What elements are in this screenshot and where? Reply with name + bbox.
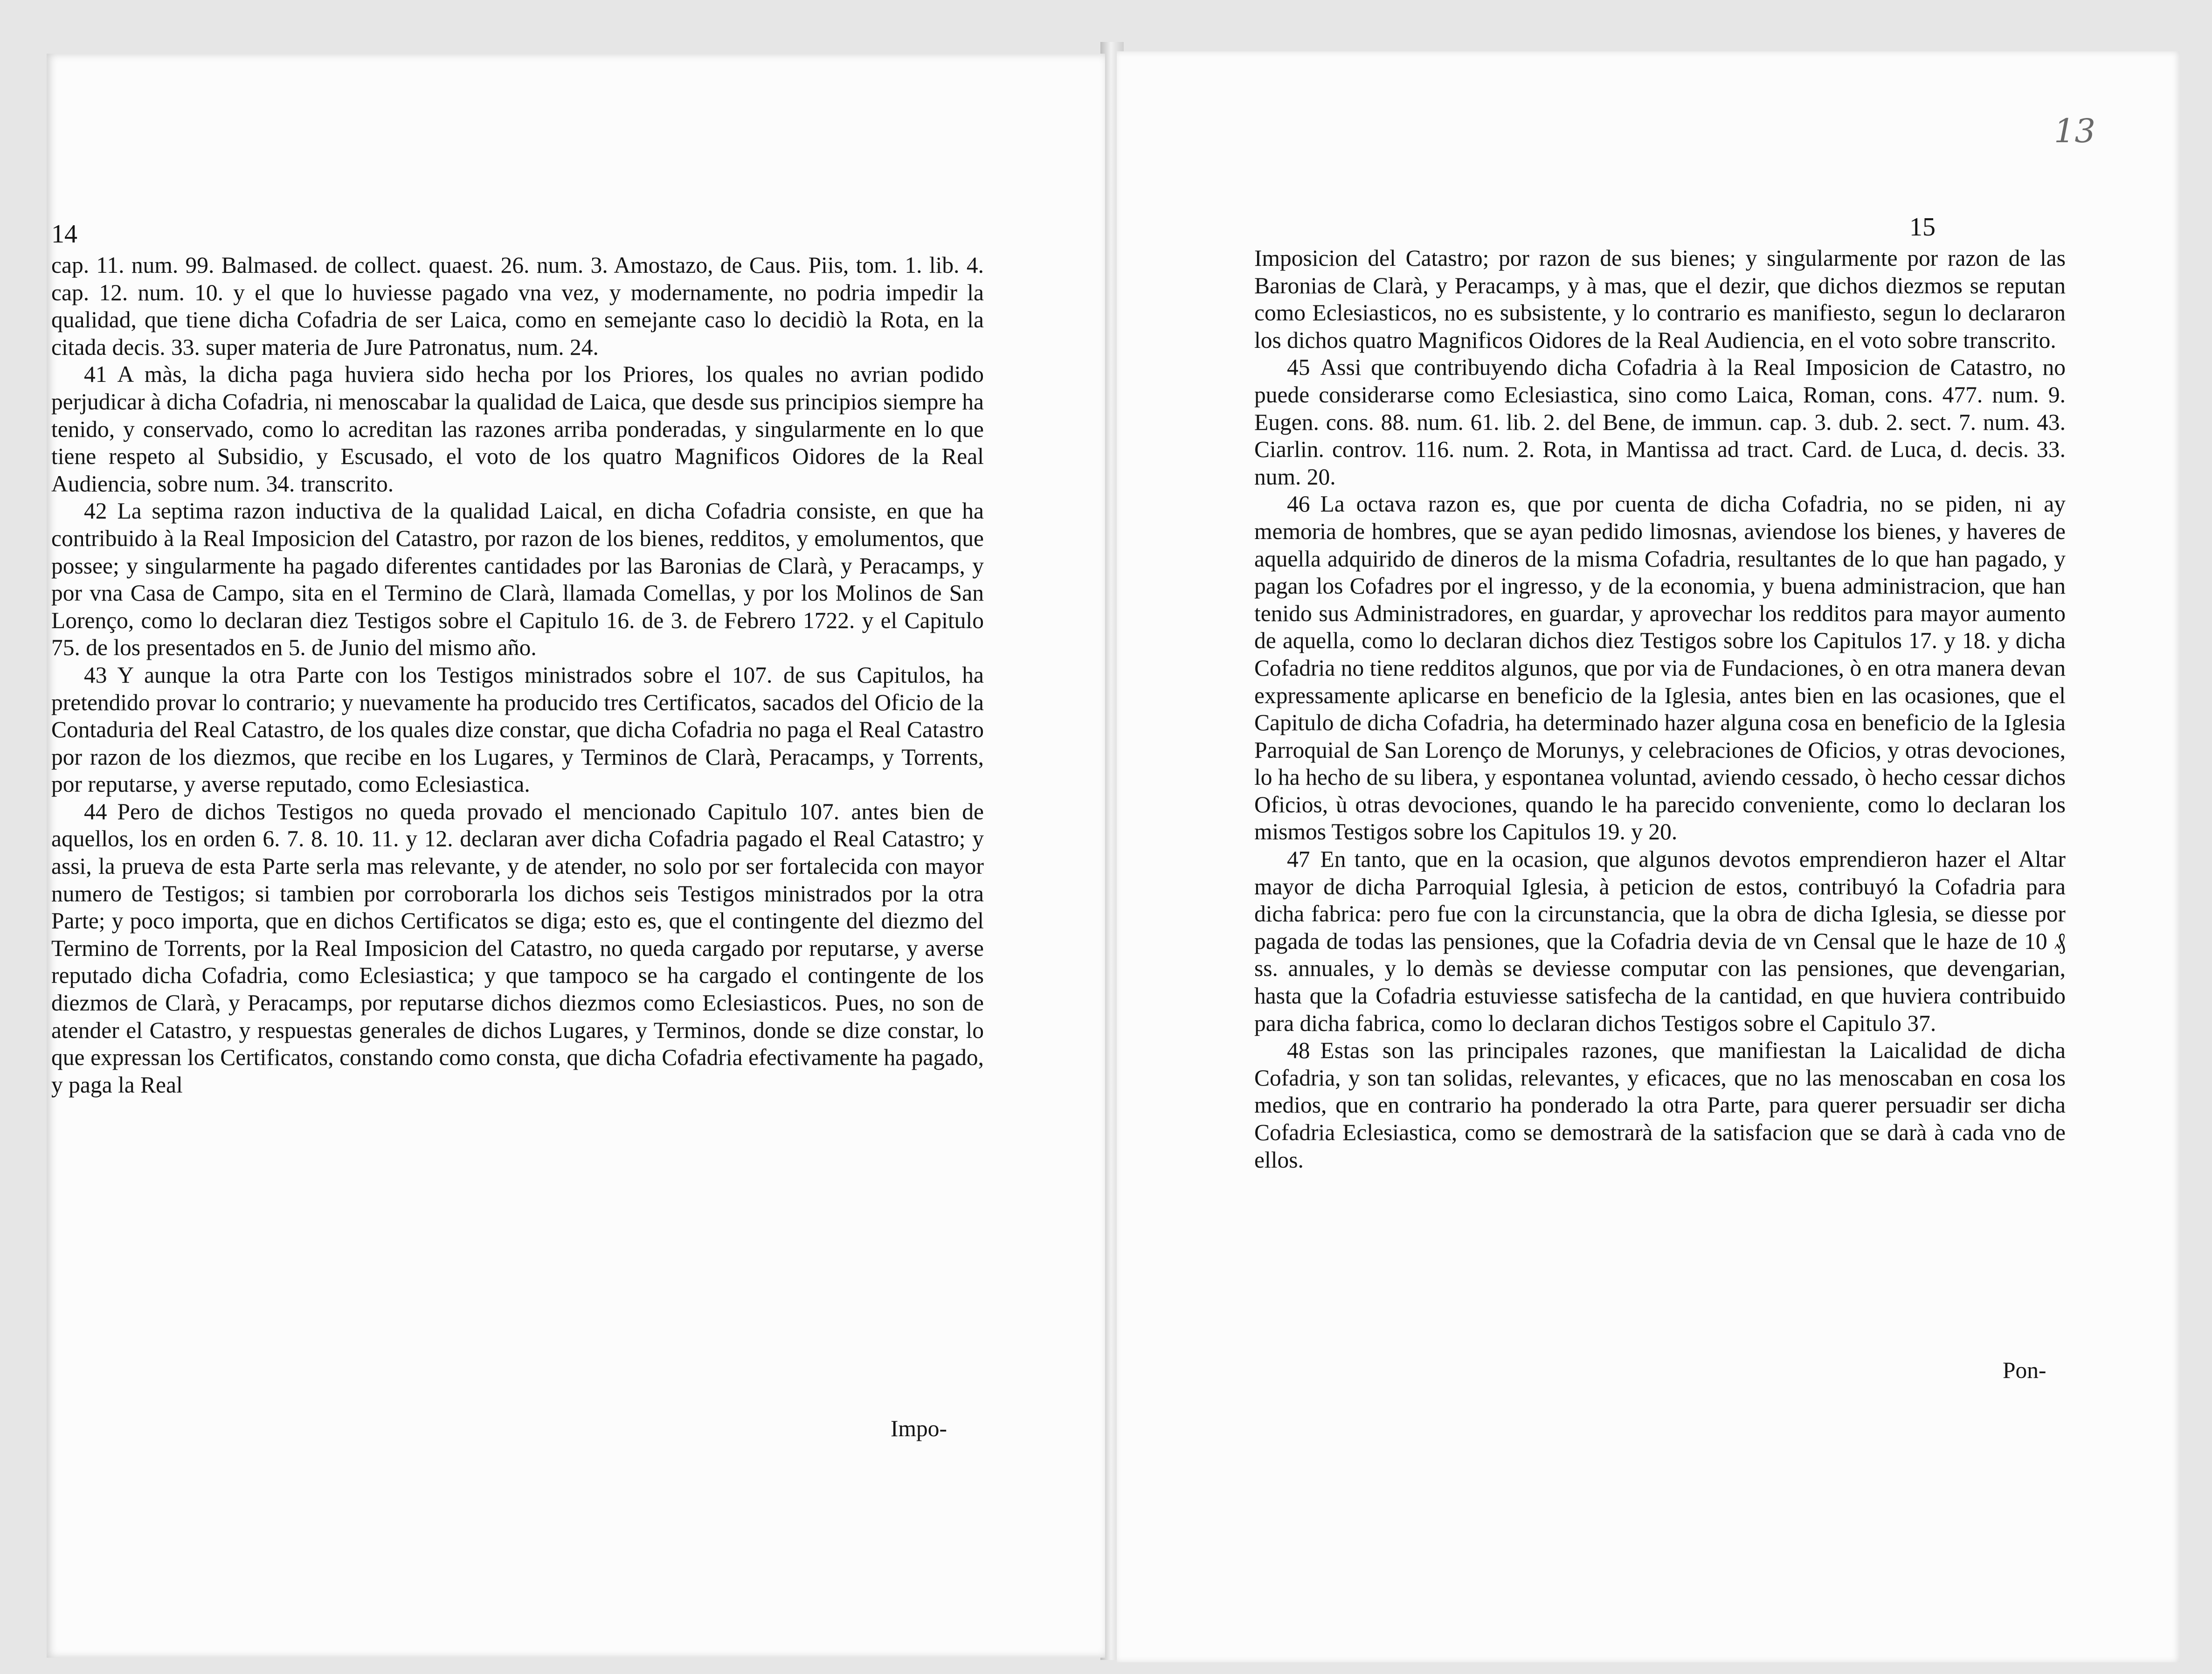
- paragraph: [51, 798, 984, 1099]
- left-page-number: 14: [51, 220, 77, 249]
- right-page-text: [1254, 245, 2066, 1174]
- paragraph-text: Imposicion del Catastro; por razon de sus bienes; y singularmente por razon de las Baronias de Clarà, y Peracamps, y à mas, que el dezir, que dichos diezmos se reputan como Eclesiasticos, no es subsistente, y lo contrario es manifiesto, segun lo declararon los dichos quatro Magnificos Oidores de la Real Audiencia, en el voto sobre transcrito.: [1254, 245, 2066, 353]
- paragraph: [51, 498, 984, 662]
- paragraph-number: 42: [84, 498, 107, 524]
- paragraph-text: Pero de dichos Testigos no queda provado el mencionado Capitulo 107. antes bien de aquellos, los en orden 6. 7. 8. 10. 11. y 12. declaran aver dicha Cofadria pagado el Real Catastro; y assi, la prueva de esta Parte serla mas relevante, y de atender, no solo por ser fortalecida con mayor numero de Testigos; si tambien por corroborarla los dichos seis Testigos ministrados por la otra Parte; y poco importa, que en dichos Certificatos se diga; esto es, que el contingente del diezmo del Termino de Torrents, por la Real Imposicion del Catastro, no queda cargado por reputarse, y averse reputado dicha Cofadria, como Eclesiastica; y que tampoco se ha cargado el contingente de los diezmos de Clarà, y Peracamps, por reputarse dichos diezmos como Eclesiasticos. Pues, no son de atender el Catastro, y respuestas generales de dichos Lugares, y Terminos, donde se dize constar, lo que expressan los Certificatos, constando como consta, que dicha Cofadria efectivamente ha pagado, y paga la Real: [51, 798, 984, 1098]
- paragraph-text: Y aunque la otra Parte con los Testigos ministrados sobre el 107. de sus Capitulos, ha pretendido provar lo contrario; y nuevamente ha producido tres Certificatos, sacados del Oficio de la Contaduria del Real Catastro, de los quales dize constar, que dicha Cofadria no paga el Real Catastro por razon de los diezmos, que recibe en los Lugares, y Terminos de Clarà, Peracamps, y Torrents, por reputarse, y averse reputado, como Eclesiastica.: [51, 662, 984, 797]
- paragraph: [1254, 846, 2066, 1037]
- paragraph: [1254, 491, 2066, 846]
- paragraph: [1254, 245, 2066, 354]
- folio-mark: 13: [2054, 112, 2096, 150]
- paragraph-text: La septima razon inductiva de la qualidad Laical, en dicha Cofadria consiste, en que ha contribuido à la Real Imposicion del Catastro, por razon de los bienes, redditos, y emolumentos, que possee; y singularmente ha pagado diferentes cantidades por las Baronias de Clarà, y Peracamps, y por vna Casa de Campo, sita en el Termino de Clarà, llamada Comellas, y por los Molinos de San Lorenço, como lo declaran diez Testigos sobre el Capitulo 16. de 3. de Febrero 1722. y el Capitulo 75. de los presentados en 5. de Junio del mismo año.: [51, 498, 984, 661]
- paragraph: [51, 252, 984, 361]
- paragraph: [51, 361, 984, 498]
- left-catchword: Impo-: [891, 1416, 947, 1441]
- paragraph-number: 41: [84, 361, 107, 387]
- right-catchword: Pon-: [2003, 1357, 2046, 1383]
- right-page-number: 15: [1909, 213, 1936, 242]
- paragraph-number: 46: [1287, 491, 1310, 517]
- right-page: [1117, 51, 2180, 1662]
- paragraph-text: Assi que contribuyendo dicha Cofadria à la Real Imposicion de Catastro, no puede considerarse como Eclesiastica, sino como Laica, Roman, cons. 477. num. 9. Eugen. cons. 88. num. 61. lib. 2. del Bene, de immun. cap. 3. dub. 2. sect. 7. num. 43. Ciarlin. controv. 116. num. 2. Rota, in Mantissa ad tract. Card. de Luca, d. decis. 33. num. 20.: [1254, 354, 2066, 490]
- paragraph: [1254, 354, 2066, 491]
- paragraph-text: En tanto, que en la ocasion, que algunos devotos emprendieron hazer el Altar mayor de dicha Parroquial Iglesia, à peticion de estos, contribuyó la Cofadria para dicha fabrica: pero fue con la circunstancia, que la obra de dicha Iglesia, se diesse por pagada de todas las pensiones, que la Cofadria devia de vn Censal que le haze de 10 ₰ ss. annuales, y lo demàs se deviesse computar con las pensiones, que devengarian, hasta que la Cofadria estuviesse satisfecha de la cantidad, en que huviera contribuido para dicha fabrica, como lo declaran dichos Testigos sobre el Capitulo 37.: [1254, 846, 2066, 1036]
- paragraph: [1254, 1037, 2066, 1174]
- paragraph-text: La octava razon es, que por cuenta de dicha Cofadria, no se piden, ni ay memoria de hombres, que se ayan pedido limosnas, aviendose los bienes, y haveres de aquella adquirido de dineros de la misma Cofadria, resultantes de lo que han pagado, y pagan los Cofadres por el ingresso, y de la economia, y buena administracion, que han tenido sus Administradores, en guardar, y aprovechar los redditos para mayor aumento de aquella, como lo declaran dichos diez Testigos sobre los Capitulos 17. y 18. y dicha Cofadria no tiene redditos algunos, que por via de Fundaciones, ò en otra manera devan expressamente aplicarse en beneficio de la Iglesia, antes bien en las ocasiones, que el Capitulo de dicha Cofadria, ha determinado hazer alguna cosa en beneficio de la Iglesia Parroquial de San Lorenço de Morunys, y celebraciones de Oficios, y otras devociones, lo ha hecho de su libera, y espontanea voluntad, aviendo cessado, ò hecho cessar dichos Oficios, ù otras devociones, quando le ha parecido conveniente, como lo declaran los mismos Testigos sobre los Capitulos 19. y 20.: [1254, 491, 2066, 845]
- paragraph-number: 47: [1287, 846, 1310, 872]
- paragraph-number: 48: [1287, 1038, 1310, 1064]
- left-page: [47, 54, 1105, 1658]
- paragraph-number: 44: [84, 798, 107, 824]
- left-page-text: [51, 252, 984, 1099]
- paragraph-text: Estas son las principales razones, que manifiestan la Laicalidad de dicha Cofadria, y son tan solidas, relevantes, y eficaces, que no las menoscaban en cosa los medios, que en contrario ha ponderado la otra Parte, para querer persuadir ser dicha Cofadria Eclesiastica, como se demostrarà de la satisfacion que se darà à cada vno de ellos.: [1254, 1038, 2066, 1173]
- paragraph: [51, 662, 984, 798]
- paragraph-text: A màs, la dicha paga huviera sido hecha por los Priores, los quales no avrian podido perjudicar à dicha Cofadria, ni menoscabar la qualidad de Laica, que desde sus principios siempre ha tenido, y conservado, como lo acreditan las razones arriba ponderadas, y singularmente en lo que tiene respeto al Subsidio, y Escusado, el voto de los quatro Magnificos Oidores de la Real Audiencia, sobre num. 34. transcrito.: [51, 361, 984, 497]
- paragraph-text: cap. 11. num. 99. Balmased. de collect. quaest. 26. num. 3. Amostazo, de Caus. Piis, tom. 1. lib. 4. cap. 12. num. 10. y el que lo huviesse pagado vna vez, y modernamente, no podria impedir la qualidad, que tiene dicha Cofadria de ser Laica, como en semejante caso lo decidiò la Rota, en la citada decis. 33. super materia de Jure Patronatus, num. 24.: [51, 252, 984, 360]
- paragraph-number: 43: [84, 662, 107, 688]
- paragraph-number: 45: [1287, 354, 1310, 380]
